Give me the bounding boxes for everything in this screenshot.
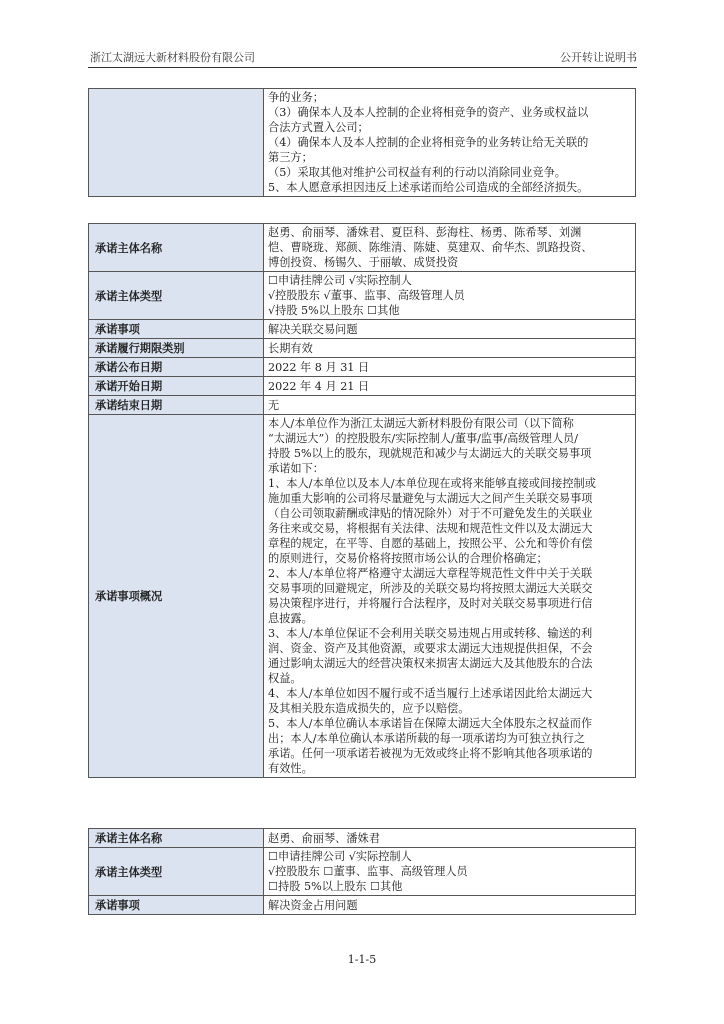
label-publish-date: 承诺公布日期 bbox=[89, 358, 264, 377]
text-line: 出；本人/本单位确认本承诺所载的每一项承诺均为可独立执行之 bbox=[268, 732, 586, 745]
text-line: 的原则进行，交易价格将按照市场公认的合理价格确定； bbox=[268, 552, 548, 565]
text-line: √控股股东 √董事、监事、高级管理人员 bbox=[268, 289, 465, 302]
text-line: 章程的规定，在平等、自愿的基础上，按照公平、公允和等价有偿 bbox=[268, 537, 593, 550]
text-line: （自公司领取薪酬或津贴的情况除外）对于不可避免发生的关联业 bbox=[268, 507, 593, 520]
text-line: 及其相关股东造成损失的，应予以赔偿。 bbox=[268, 702, 470, 715]
text-line: 交易事项的回避规定，所涉及的关联交易均将按照太湖远大关联交 bbox=[268, 582, 593, 595]
commitment-table-continued bbox=[88, 88, 636, 197]
text-line: （3）确保本人及本人控制的企业将相竞争的资产、业务或权益以 bbox=[268, 106, 589, 119]
text-line: 争的业务； bbox=[268, 91, 324, 104]
text-line: 博创投资、杨锡久、于丽敏、成贤投资 bbox=[268, 256, 459, 269]
value-item: 解决资金占用问题 bbox=[264, 896, 636, 915]
commitment-table-fund-occupation bbox=[88, 828, 636, 915]
commitment-table-related-transactions bbox=[88, 223, 636, 778]
text-line: 润、资金、资产及其他资源，或要求太湖远大违规提供担保，不会 bbox=[268, 642, 593, 655]
text-line: 恺、曹晓珑、郑颜、陈维清、陈婕、莫建双、俞华杰、凯路投资、 bbox=[268, 241, 593, 254]
text-line: 持股 5%以上的股东，现就规范和减少与太湖远大的关联交易事项 bbox=[268, 447, 592, 460]
text-line: （5）采取其他对维护公司权益有利的行动以消除同业竞争。 bbox=[268, 166, 566, 179]
text-line: √持股 5%以上股东 ☐其他 bbox=[268, 304, 400, 317]
value-summary bbox=[264, 415, 636, 778]
text-line: 承诺。任何一项承诺若被视为无效或终止将不影响其他各项承诺的 bbox=[268, 747, 593, 760]
text-line: 第三方； bbox=[268, 151, 313, 164]
text-line: 4、本人/本单位如因不履行或不适当履行上述承诺因此给太湖远大 bbox=[268, 687, 593, 700]
value-subject bbox=[264, 224, 636, 272]
header-company: 浙江太湖远大新材料股份有限公司 bbox=[90, 51, 255, 64]
page-number: 1-1-5 bbox=[347, 953, 377, 966]
text-line: 5、本人/本单位确认本承诺旨在保障太湖远大全体股东之权益而作 bbox=[268, 717, 593, 730]
value-subject: 赵勇、俞丽琴、潘姝君 bbox=[264, 829, 636, 848]
header-doc-title: 公开转让说明书 bbox=[560, 51, 637, 64]
label-subject: 承诺主体名称 bbox=[89, 224, 264, 272]
text-line: ☐申请挂牌公司 √实际控制人 bbox=[268, 274, 412, 287]
text-line: 务往来或交易，将根据有关法律、法规和规范性文件以及太湖远大 bbox=[268, 522, 593, 535]
label-period: 承诺履行期限类别 bbox=[89, 339, 264, 358]
text-line: 权益。 bbox=[268, 672, 302, 685]
text-line: 通过影响太湖远大的经营决策权来损害太湖远大及其他股东的合法 bbox=[268, 657, 593, 670]
text-line: 承诺如下： bbox=[268, 462, 324, 475]
text-line: 1、本人/本单位以及本人/本单位现在或将来能够直接或间接控制或 bbox=[268, 477, 596, 490]
empty-label-cell bbox=[89, 89, 264, 197]
value-type bbox=[264, 272, 636, 320]
label-subject: 承诺主体名称 bbox=[89, 829, 264, 848]
text-line: 3、本人/本单位保证不会利用关联交易违规占用或转移、输送的利 bbox=[268, 627, 593, 640]
text-line: ☐持股 5%以上股东 ☐其他 bbox=[268, 880, 403, 893]
text-line: 2、本人/本单位将严格遵守太湖远大章程等规范性文件中关于关联 bbox=[268, 567, 593, 580]
label-type: 承诺主体类型 bbox=[89, 272, 264, 320]
value-end-date: 无 bbox=[264, 396, 636, 415]
value-period: 长期有效 bbox=[264, 339, 636, 358]
label-start-date: 承诺开始日期 bbox=[89, 377, 264, 396]
continued-content bbox=[264, 89, 636, 197]
text-line: ☐申请挂牌公司 √实际控制人 bbox=[268, 850, 412, 863]
text-line: 合法方式置入公司； bbox=[268, 121, 369, 134]
label-item: 承诺事项 bbox=[89, 320, 264, 339]
text-line: 息披露。 bbox=[268, 612, 313, 625]
value-item: 解决关联交易问题 bbox=[264, 320, 636, 339]
text-line: 有效性。 bbox=[268, 762, 313, 775]
label-type: 承诺主体类型 bbox=[89, 848, 264, 896]
label-summary: 承诺事项概况 bbox=[89, 415, 264, 778]
value-type bbox=[264, 848, 636, 896]
header-divider bbox=[88, 67, 637, 68]
label-end-date: 承诺结束日期 bbox=[89, 396, 264, 415]
text-line: 赵勇、俞丽琴、潘姝君、夏臣科、彭海柱、杨勇、陈希琴、刘渊 bbox=[268, 226, 582, 239]
value-publish-date: 2022 年 8 月 31 日 bbox=[264, 358, 636, 377]
value-start-date: 2022 年 4 月 21 日 bbox=[264, 377, 636, 396]
text-line: 易决策程序进行，并将履行合法程序，及时对关联交易事项进行信 bbox=[268, 597, 593, 610]
text-line: 本人/本单位作为浙江太湖远大新材料股份有限公司（以下简称 bbox=[268, 417, 574, 430]
text-line: √控股股东 ☐董事、监事、高级管理人员 bbox=[268, 865, 468, 878]
text-line: 施加重大影响的公司将尽量避免与太湖远大之间产生关联交易事项 bbox=[268, 492, 593, 505]
label-item: 承诺事项 bbox=[89, 896, 264, 915]
text-line: （4）确保本人及本人控制的企业将相竞争的业务转让给无关联的 bbox=[268, 136, 589, 149]
text-line: “太湖远大”）的控股股东/实际控制人/董事/监事/高级管理人员/ bbox=[268, 432, 578, 445]
text-line: 5、本人愿意承担因违反上述承诺而给公司造成的全部经济损失。 bbox=[268, 181, 589, 194]
